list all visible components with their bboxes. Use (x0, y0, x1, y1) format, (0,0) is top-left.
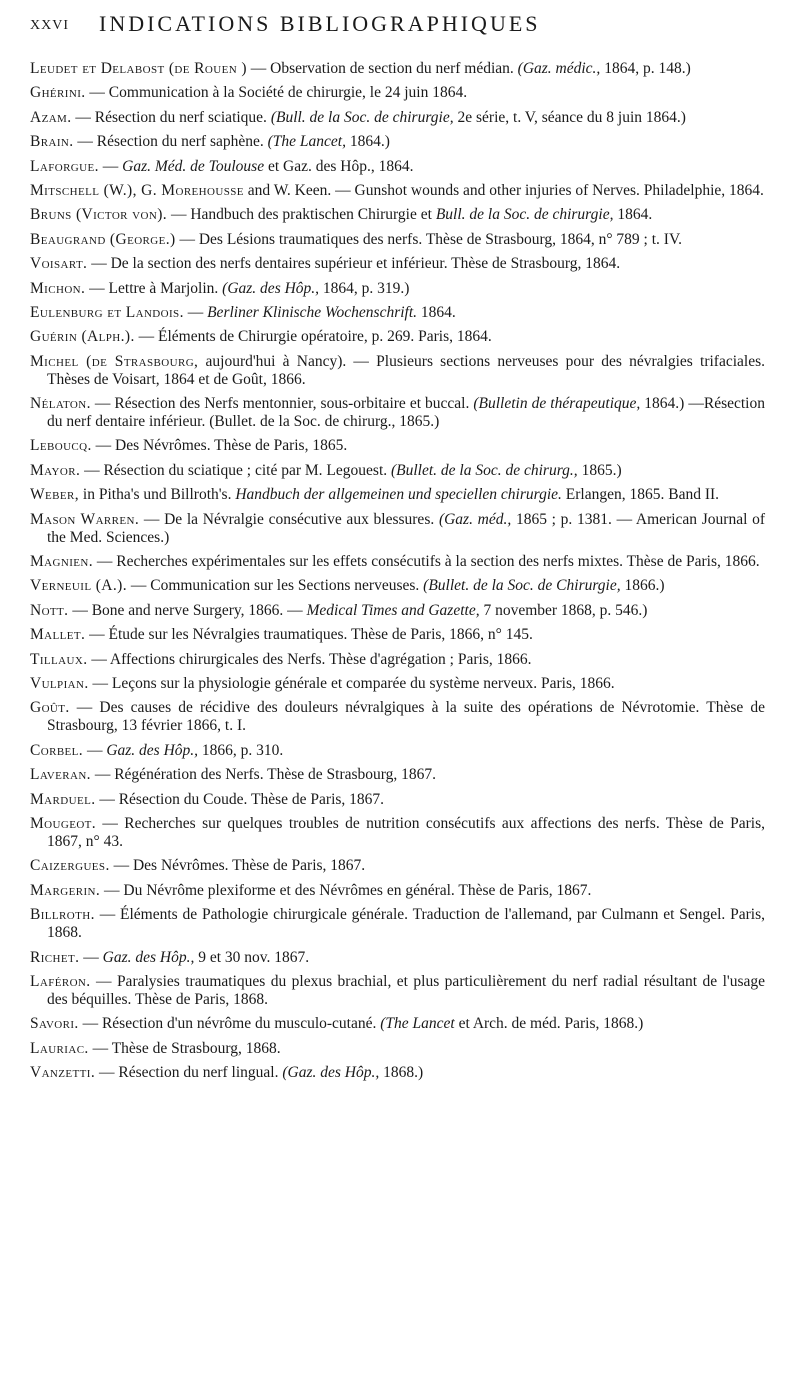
entry-text: — Du Névrôme plexiforme et des Névrômes en général. Thèse de Paris, 1867. (100, 881, 592, 899)
entry-author: Richet. (30, 948, 80, 966)
bibliography-entry (30, 949, 765, 967)
running-title: INDICATIONS BIBLIOGRAPHIQUES (99, 11, 541, 36)
bibliography-entry (30, 280, 765, 298)
entry-author: Mayor. (30, 461, 81, 479)
entry-details: 9 et 30 nov. 1867. (194, 948, 310, 966)
entry-reference: (Gaz. des Hôp., (222, 279, 320, 297)
entry-details: 1865.) (577, 461, 622, 479)
bibliography-entry (30, 60, 765, 78)
entry-text: — Des Lésions traumatiques des nerfs. Thèse de Strasbourg, 1864, n° 789 ; t. IV. (175, 230, 683, 248)
entry-text: and W. Keen. — Gunshot wounds and other injuries of Nerves. Philadelphie, 1864. (243, 181, 764, 199)
entry-text: — Observation de section du nerf médian. (246, 60, 518, 77)
entry-author: Mitschell (W.), G. Morehousse (30, 181, 244, 199)
entry-author: Bruns (Victor von). (30, 206, 168, 224)
entry-author: Nélaton. (30, 395, 91, 413)
entry-text: — Recherches expérimentales sur les effets consécutifs à la section des nerfs mixtes. Thèse de Paris, 1866. (93, 553, 760, 571)
entry-text: — (83, 741, 107, 759)
entry-reference: (Gaz. médic., (517, 60, 601, 77)
entry-reference: Gaz. des Hôp., (102, 948, 195, 966)
entry-reference: Handbuch der allgemeinen und speciellen chirurgie. (235, 486, 562, 504)
bibliography-list (30, 60, 765, 1088)
entry-text: — Leçons sur la physiologie générale et comparée du système nerveux. Paris, 1866. (88, 674, 615, 692)
bibliography-entry (30, 304, 765, 322)
entry-text: — Handbuch des praktischen Chirurgie et (167, 206, 436, 224)
bibliography-entry (30, 206, 765, 224)
bibliography-entry (30, 328, 765, 346)
entry-author: Savori. (30, 1015, 79, 1033)
entry-author: Margerin. (30, 881, 101, 899)
bibliography-entry (30, 675, 765, 693)
entry-text: — Résection des Nerfs mentonnier, sous-orbitaire et buccal. (90, 395, 474, 413)
entry-author: Verneuil (A.). (30, 577, 127, 595)
entry-text: — Communication à la Société de chirurgie, le 24 juin 1864. (85, 84, 468, 102)
entry-details: et Arch. de méd. Paris, 1868.) (454, 1015, 644, 1033)
entry-text: — Éléments de Pathologie chirurgicale générale. Traduction de l'allemand, par Culmann et Sengel. Paris, 1868. (47, 906, 765, 942)
entry-reference: (Bullet. de la Soc. de chirurg., (391, 461, 578, 479)
bibliography-entry (30, 906, 765, 942)
entry-author: Laféron. (30, 972, 91, 990)
entry-reference: (Gaz. méd., (438, 510, 512, 528)
entry-details: 1864, p. 148.) (600, 60, 691, 77)
entry-text: — (98, 157, 123, 175)
entry-author: Lauriac. (30, 1039, 89, 1057)
entry-author: Michel (de Strasbourg, (30, 352, 199, 370)
entry-text: — Communication sur les Sections nerveuses. (126, 577, 424, 595)
entry-text: aujourd'hui à Nancy). — Plusieurs sections nerveuses pour des névralgies trifaciales. Thèses de Voisart, 1864 et de Goût, 1866. (47, 352, 765, 388)
entry-author: Vulpian. (30, 674, 89, 692)
entry-text: — De la section des nerfs dentaires supérieur et inférieur. Thèse de Strasbourg, 1864. (87, 255, 621, 273)
bibliography-entry (30, 437, 765, 455)
bibliography-entry (30, 857, 765, 875)
entry-details: 1866, p. 310. (198, 741, 284, 759)
bibliography-entry (30, 158, 765, 176)
bibliography-entry (30, 791, 765, 809)
entry-reference: Berliner Klinische Wochenschrift. (207, 303, 418, 321)
entry-text: — Éléments de Chirurgie opératoire, p. 269. Paris, 1864. (134, 328, 492, 346)
entry-author: Mougeot. (30, 814, 97, 832)
bibliography-entry (30, 1064, 765, 1082)
entry-details: Erlangen, 1865. Band II. (561, 486, 720, 504)
bibliography-entry (30, 255, 765, 273)
bibliography-entry (30, 462, 765, 480)
entry-details: 1868.) (379, 1064, 424, 1082)
entry-text: — Résection d'un névrôme du musculo-cutané. (78, 1015, 381, 1033)
entry-text: — (79, 948, 103, 966)
entry-author: Weber, (30, 486, 80, 504)
page-number: XXVI (30, 18, 69, 33)
bibliography-entry (30, 699, 765, 735)
entry-author: Michon. (30, 279, 86, 297)
entry-reference: (The Lancet (380, 1015, 455, 1033)
entry-text: — Des causes de récidive des douleurs névralgiques à la suite des opérations de Névrotomie. Thèse de Strasbourg, 13 février 1866, t. I. (47, 699, 765, 735)
entry-details: 1864, p. 319.) (319, 279, 410, 297)
entry-author: Tillaux. (30, 650, 88, 668)
entry-author: Azam. (30, 108, 72, 126)
entry-text: in Pitha's und Billroth's. (79, 486, 236, 504)
entry-text: — Résection du nerf sciatique. (71, 108, 271, 126)
entry-reference: (Bull. de la Soc. de chirurgie, (270, 108, 454, 126)
entry-details: 1864.) —Résection du nerf dentaire inférieur. (Bullet. de la Soc. de chirurg., 1865.) (47, 395, 765, 431)
entry-author: Leudet et Delabost (de Rouen ) (30, 60, 247, 77)
entry-text: — Des Névrômes. Thèse de Paris, 1867. (109, 857, 366, 875)
entry-author: Voisart. (30, 255, 88, 273)
entry-author: Mallet. (30, 626, 86, 644)
bibliography-entry (30, 353, 765, 389)
entry-author: Brain. (30, 133, 74, 151)
entry-reference: (Gaz. des Hôp., (282, 1064, 380, 1082)
entry-author: Beaugrand (George.) (30, 230, 176, 248)
bibliography-entry (30, 182, 765, 200)
entry-author: Ghérini. (30, 84, 86, 102)
entry-author: Marduel. (30, 790, 96, 808)
entry-text: — Affections chirurgicales des Nerfs. Thèse d'agrégation ; Paris, 1866. (87, 650, 532, 668)
entry-details: 1864.) (346, 133, 390, 151)
entry-text: — Résection du nerf saphène. (73, 133, 268, 151)
entry-text: — Paralysies traumatiques du plexus brachial, et plus particulièrement du nerf radial résultant de l'usage des béquilles. Thèse de Paris, 1868. (47, 972, 765, 1008)
entry-author: Laveran. (30, 766, 91, 784)
entry-text: — Thèse de Strasbourg, 1868. (88, 1039, 281, 1057)
entry-text: — Bone and nerve Surgery, 1866. — (68, 601, 307, 619)
entry-text: — Résection du Coude. Thèse de Paris, 1867. (95, 790, 385, 808)
entry-author: Caizergues. (30, 857, 110, 875)
entry-reference: (Bullet. de la Soc. de Chirurgie, (423, 577, 621, 595)
entry-text: — Résection du nerf lingual. (95, 1064, 283, 1082)
bibliography-entry (30, 133, 765, 151)
bibliography-entry (30, 882, 765, 900)
entry-details: 7 november 1868, p. 546.) (479, 601, 648, 619)
entry-text: — Résection du sciatique ; cité par M. Legouest. (80, 461, 391, 479)
bibliography-entry (30, 651, 765, 669)
bibliography-entry (30, 973, 765, 1009)
bibliography-entry (30, 602, 765, 620)
bibliography-entry (30, 395, 765, 431)
entry-reference: Bull. de la Soc. de chirurgie, (435, 206, 614, 224)
entry-reference: Medical Times and Gazette, (306, 601, 480, 619)
entry-details: et Gaz. des Hôp., 1864. (264, 157, 414, 175)
entry-text: — Étude sur les Névralgies traumatiques. Thèse de Paris, 1866, n° 145. (85, 626, 533, 644)
entry-author: Billroth. (30, 906, 95, 924)
entry-details: 1864. (417, 303, 456, 321)
entry-author: Mason Warren. (30, 510, 140, 528)
entry-details: 2e série, t. V, séance du 8 juin 1864.) (453, 108, 686, 126)
bibliography-entry (30, 84, 765, 102)
entry-details: 1864. (613, 206, 653, 224)
bibliography-entry (30, 577, 765, 595)
bibliography-entry (30, 766, 765, 784)
bibliography-entry (30, 815, 765, 851)
entry-text: — (183, 303, 208, 321)
entry-reference: Gaz. Méd. de Toulouse (122, 157, 265, 175)
entry-author: Laforgue. (30, 157, 99, 175)
entry-details: 1866.) (620, 577, 665, 595)
entry-text: — De la Névralgie consécutive aux blessures. (139, 510, 439, 528)
entry-text: — Régénération des Nerfs. Thèse de Strasbourg, 1867. (90, 766, 437, 784)
entry-author: Vanzetti. (30, 1064, 96, 1082)
entry-author: Corbel. (30, 741, 84, 759)
entry-text: — Des Névrômes. Thèse de Paris, 1865. (91, 437, 348, 455)
bibliography-entry (30, 553, 765, 571)
entry-reference: (Bulletin de thérapeutique, (473, 395, 641, 413)
entry-author: Leboucq. (30, 437, 92, 455)
entry-details: 1865 ; p. 1381. — American Journal of the Med. Sciences.) (47, 510, 766, 546)
bibliography-entry (30, 109, 765, 127)
entry-text: — Recherches sur quelques troubles de nutrition consécutifs aux affections des nerfs. Thèse de Paris, 1867, n° 43. (47, 814, 765, 850)
bibliography-entry (30, 1015, 765, 1033)
entry-author: Goût. (30, 699, 70, 717)
bibliography-entry (30, 511, 765, 547)
bibliography-entry (30, 486, 765, 504)
bibliography-entry (30, 231, 765, 249)
entry-author: Magnien. (30, 553, 94, 571)
entry-reference: Gaz. des Hôp., (106, 741, 199, 759)
entry-reference: (The Lancet, (267, 133, 346, 151)
bibliography-entry (30, 1040, 765, 1058)
bibliography-entry (30, 742, 765, 760)
entry-author: Guérin (Alph.). (30, 328, 135, 346)
entry-text: — Lettre à Marjolin. (85, 279, 223, 297)
bibliography-entry (30, 626, 765, 644)
entry-author: Eulenburg et Landois. (30, 303, 184, 321)
entry-author: Nott. (30, 601, 69, 619)
